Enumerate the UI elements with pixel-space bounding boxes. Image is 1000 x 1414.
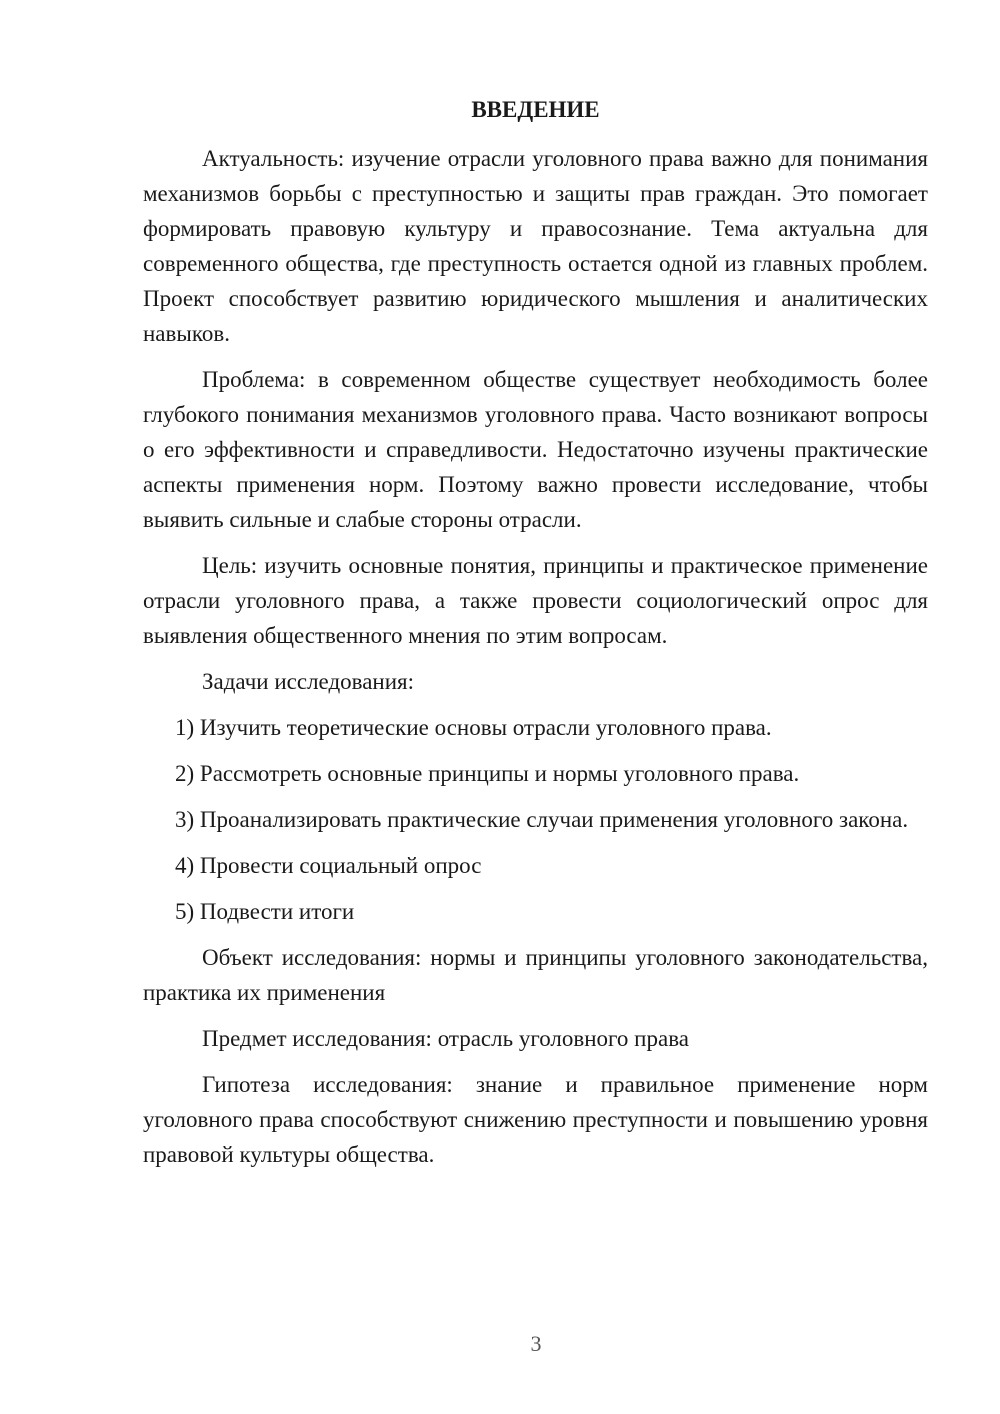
document-body	[143, 95, 928, 1183]
task-item-1: 1) Изучить теоретические основы отрасли уголовного права.	[175, 715, 772, 740]
task-item-3: 3) Проанализировать практические случаи применения уголовного закона.	[175, 807, 909, 832]
paragraph-problem: Проблема: в современном обществе существует необходимость более глубокого понимания механизмов уголовного права. Часто возникают вопросы о его эффективности и справедливости. Недостаточно изучены практические аспекты применения норм. Поэтому важно провести исследование, чтобы выявить сильные и слабые стороны отрасли.	[143, 367, 928, 532]
task-item-4: 4) Провести социальный опрос	[175, 853, 482, 878]
task-item-5: 5) Подвести итоги	[175, 899, 355, 924]
page-number: 3	[530, 1331, 542, 1356]
paragraph-hypothesis: Гипотеза исследования: знание и правильное применение норм уголовного права способствуют снижению преступности и повышению уровня правовой культуры общества.	[143, 1072, 928, 1167]
task-item-2: 2) Рассмотреть основные принципы и нормы уголовного права.	[175, 761, 800, 786]
paragraph-object: Объект исследования: нормы и принципы уголовного законодательства, практика их применения	[143, 945, 928, 1005]
page-title: ВВЕДЕНИЕ	[471, 97, 600, 122]
tasks-heading: Задачи исследования:	[202, 669, 415, 694]
paragraph-relevance: Актуальность: изучение отрасли уголовного права важно для понимания механизмов борьбы с преступностью и защиты прав граждан. Это помогает формировать правовую культуру и правосознание. Тема актуальна для современного общества, где преступность остается одной из главных проблем. Проект способствует развитию юридического мышления и аналитических навыков.	[143, 146, 928, 346]
paragraph-goal: Цель: изучить основные понятия, принципы и практическое применение отрасли уголовного права, а также провести социологический опрос для выявления общественного мнения по этим вопросам.	[143, 553, 928, 648]
paragraph-subject: Предмет исследования: отрасль уголовного права	[202, 1026, 689, 1051]
